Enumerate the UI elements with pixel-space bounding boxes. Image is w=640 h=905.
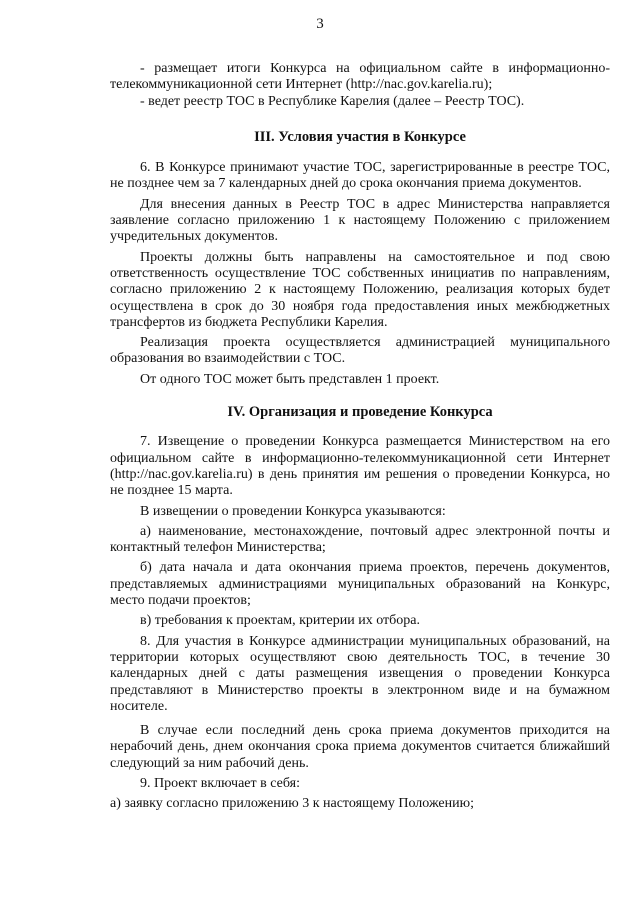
paragraph: Проекты должны быть направлены на самостоятельное и под свою ответственность осуществление ТОС собственных инициатив по направлениям, согласно приложению 2 к настоящему Положению, реализация которых будет осуществлена в срок до 30 ноября года предоставления иных межбюджетных трансфертов из бюджета Республики Карелия. [110, 249, 610, 330]
list-item: в) требования к проектам, критерии их отбора. [140, 613, 420, 629]
paragraph: 9. Проект включает в себя: [140, 775, 300, 791]
intro-item: - ведет реестр ТОС в Республике Карелия (далее – Реестр ТОС). [140, 93, 525, 109]
paragraph: 7. Извещение о проведении Конкурса размещается Министерством на его официальном сайте в информационно-телекоммуникационной сети Интернет (http://nac.gov.karelia.ru) в день принятия им решения о проведении Конкурса, но не позднее 15 марта. [110, 434, 610, 499]
section-heading: III. Условия участия в Конкурсе [254, 128, 466, 145]
list-item: а) наименование, местонахождение, почтовый адрес электронной почты и контактный телефон Министерства; [110, 523, 610, 556]
paragraph: От одного ТОС может быть представлен 1 проект. [140, 371, 440, 387]
paragraph: В случае если последний день срока приема документов приходится на нерабочий день, днем окончания срока приема документов считается ближайший следующий за ним рабочий день. [110, 723, 610, 771]
intro-item: - размещает итоги Конкурса на официальном сайте в информационно-телекоммуникационной сети Интернет (http://nac.gov.karelia.ru); [110, 61, 610, 93]
list-item: б) дата начала и дата окончания приема проектов, перечень документов, представляемых администрациями муниципальных образований на Конкурс, место подачи проектов; [110, 560, 610, 609]
paragraph: 6. В Конкурсе принимают участие ТОС, зарегистрированные в реестре ТОС, не позднее чем за 7 календарных дней до срока окончания приема документов. [110, 160, 610, 192]
page-number: 3 [316, 16, 324, 32]
paragraph: 8. Для участия в Конкурсе администрации муниципальных образований, на территории которых осуществляют свою деятельность ТОС, в течение 30 календарных дней с даты размещения извещения о проведении Конкурса представляют в Министерство проекты в электронном виде и на бумажном носителе. [110, 633, 610, 714]
paragraph: Реализация проекта осуществляется администрацией муниципального образования во взаимодействии с ТОС. [110, 335, 610, 367]
document-body [110, 61, 610, 813]
paragraph: В извещении о проведении Конкурса указываются: [140, 503, 446, 519]
paragraph: Для внесения данных в Реестр ТОС в адрес Министерства направляется заявление согласно приложению 1 к настоящему Положению с приложением учредительных документов. [110, 196, 610, 245]
list-item: а) заявку согласно приложению 3 к настоящему Положению; [110, 796, 474, 812]
section-heading: IV. Организация и проведение Конкурса [227, 404, 493, 421]
